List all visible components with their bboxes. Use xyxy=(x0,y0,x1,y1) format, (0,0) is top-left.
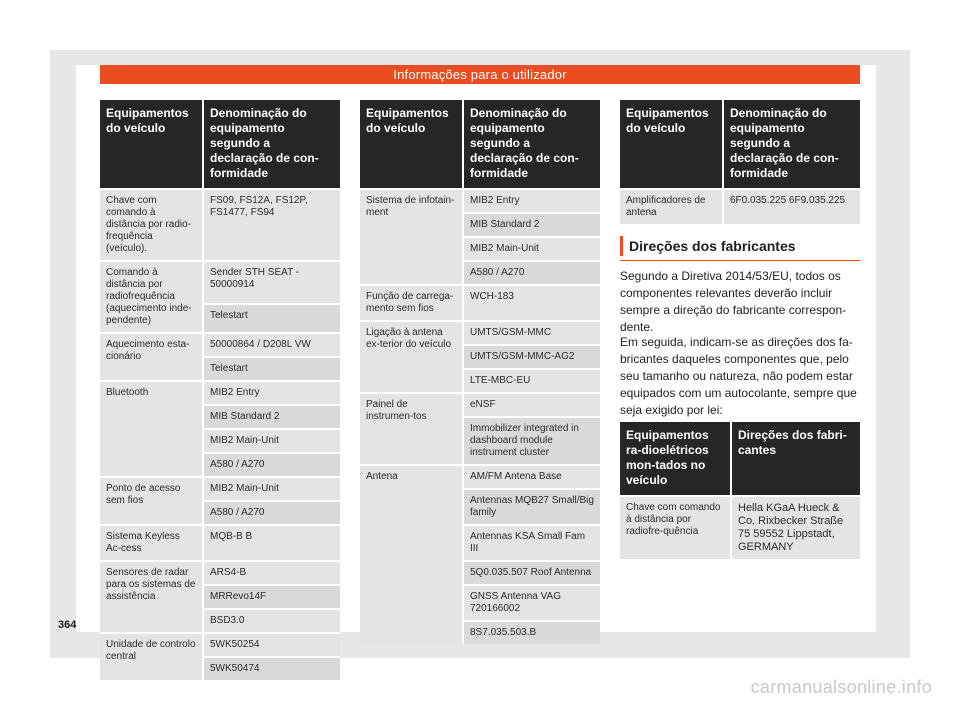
designation-cell: MIB2 Main-Unit xyxy=(204,476,340,500)
designation-cell: Antennas KSA Small Fam III xyxy=(464,524,600,560)
designation-cell: Telestart xyxy=(204,356,340,380)
designation-cell: Sender STH SEAT - 50000914 xyxy=(204,260,340,303)
table-header-row xyxy=(100,100,340,188)
designation-cell: MRRevo14F xyxy=(204,584,340,608)
header-equipment: Equipamentos do veículo xyxy=(360,100,464,188)
device-cell: Amplificadores de antena xyxy=(620,188,724,224)
address-cell: Hella KGaA Hueck & Co. Rixbecker Straße 75 59552 Lippstadt, GERMANY xyxy=(732,495,860,559)
equipment-table-3 xyxy=(620,100,860,224)
designation-cell: 5WK50254 xyxy=(204,632,340,656)
section-paragraph: Segundo a Diretiva 2014/53/EU, todos os componentes relevantes deverão incluir sempre a direção do fabricante correspon-dente. xyxy=(620,269,847,334)
table-header-row xyxy=(620,100,860,188)
designation-cell: MIB2 Entry xyxy=(464,188,600,212)
header-manufacturer-address: Direções dos fabri-cantes xyxy=(732,422,860,495)
section-divider xyxy=(620,260,860,261)
designation-cell: UMTS/GSM-MMC-AG2 xyxy=(464,344,600,368)
page-number: 364 xyxy=(58,619,77,631)
section-paragraph: Em seguida, indicam-se as direções dos fa-bricantes daqueles componentes que, pelo seu tamanho ou natureza, não podem estar equipados com um autocolante, sempre que seja exigido por lei: xyxy=(620,335,857,417)
designation-cell: 5Q0.035.507 Roof Antenna xyxy=(464,560,600,584)
header-equipment: Equipamentos do veículo xyxy=(620,100,724,188)
designation-cell: MIB2 Main-Unit xyxy=(464,236,600,260)
designation-cell: GNSS Antenna VAG 720166002 xyxy=(464,584,600,620)
table-row xyxy=(100,524,340,560)
table-header-row xyxy=(360,100,600,188)
designation-cell: MIB Standard 2 xyxy=(204,404,340,428)
designation-cell: MIB2 Main-Unit xyxy=(204,428,340,452)
watermark-text: carmanualsonline.info xyxy=(750,677,932,697)
table-row xyxy=(100,188,340,260)
device-cell: Função de carrega-mento sem fios xyxy=(360,284,464,320)
designation-cell: 50000864 / D208L VW xyxy=(204,332,340,356)
device-cell: Bluetooth xyxy=(100,380,204,476)
designation-cell: MIB Standard 2 xyxy=(464,212,600,236)
designation-cell: AM/FM Antena Base xyxy=(464,464,600,488)
designation-cell: ARS4-B xyxy=(204,560,340,584)
table-row xyxy=(360,464,600,488)
table-row xyxy=(360,392,600,416)
designation-cell: MQB-B B xyxy=(204,524,340,560)
header-radio-equipment: Equipamentos ra-dioelétricos mon-tados no veículo xyxy=(620,422,732,495)
designation-cell: Immobilizer integrated in dashboard module instrument cluster xyxy=(464,416,600,464)
designation-cell: 8S7.035.503.B xyxy=(464,620,600,644)
manufacturer-address-table xyxy=(620,422,860,559)
table-row xyxy=(620,495,860,559)
device-cell: Chave com comando à distância por radio-frequência (veículo). xyxy=(100,188,204,260)
table-row xyxy=(360,284,600,320)
designation-cell: FS09, FS12A, FS12P, FS1477, FS94 xyxy=(204,188,340,260)
designation-cell: UMTS/GSM-MMC xyxy=(464,320,600,344)
header-designation: Denominação do equipamento segundo a declaração de con-formidade xyxy=(204,100,340,188)
designation-cell: A580 / A270 xyxy=(204,452,340,476)
table-row xyxy=(100,332,340,356)
table-header-row xyxy=(620,422,860,495)
designation-cell: WCH-183 xyxy=(464,284,600,320)
device-cell: Sistema Keyless Ac-cess xyxy=(100,524,204,560)
device-cell: Aquecimento esta-cionário xyxy=(100,332,204,380)
table-row xyxy=(100,476,340,500)
device-cell: Comando à distância por radiofrequência (aquecimento inde-pendente) xyxy=(100,260,204,332)
designation-cell: A580 / A270 xyxy=(464,260,600,284)
designation-cell: eNSF xyxy=(464,392,600,416)
table-row xyxy=(100,632,340,656)
device-cell: Sensores de radar para os sistemas de assistência xyxy=(100,560,204,632)
device-cell: Unidade de controlo central xyxy=(100,632,204,680)
table-row xyxy=(360,188,600,212)
designation-cell: A580 / A270 xyxy=(204,500,340,524)
equipment-table-2 xyxy=(360,100,600,644)
device-cell: Painel de instrumen-tos xyxy=(360,392,464,464)
page-header-title: Informações para o utilizador xyxy=(100,65,860,84)
header-designation: Denominação do equipamento segundo a declaração de con-formidade xyxy=(724,100,860,188)
designation-cell: MIB2 Entry xyxy=(204,380,340,404)
device-cell: Sistema de infotain-ment xyxy=(360,188,464,284)
designation-cell: Antennas MQB27 Small/Big family xyxy=(464,488,600,524)
designation-cell: LTE-MBC-EU xyxy=(464,368,600,392)
table-row xyxy=(100,560,340,584)
designation-cell: 6F0.035.225 6F9.035.225 xyxy=(724,188,860,224)
section-title: Direções dos fabricantes xyxy=(620,236,869,256)
table-row xyxy=(100,260,340,303)
device-cell: Antena xyxy=(360,464,464,644)
device-cell: Ponto de acesso sem fios xyxy=(100,476,204,524)
table-row xyxy=(100,380,340,404)
header-equipment: Equipamentos do veículo xyxy=(100,100,204,188)
designation-cell: BSD3.0 xyxy=(204,608,340,632)
device-cell: Chave com comando à distância por radiofre-quência xyxy=(620,495,732,559)
device-cell: Ligação à antena ex-terior do veículo xyxy=(360,320,464,392)
equipment-table-1 xyxy=(100,100,340,680)
table-row xyxy=(620,188,860,224)
header-designation: Denominação do equipamento segundo a declaração de con-formidade xyxy=(464,100,600,188)
designation-cell: Telestart xyxy=(204,303,340,332)
designation-cell: 5WK50474 xyxy=(204,656,340,680)
table-row xyxy=(360,320,600,344)
